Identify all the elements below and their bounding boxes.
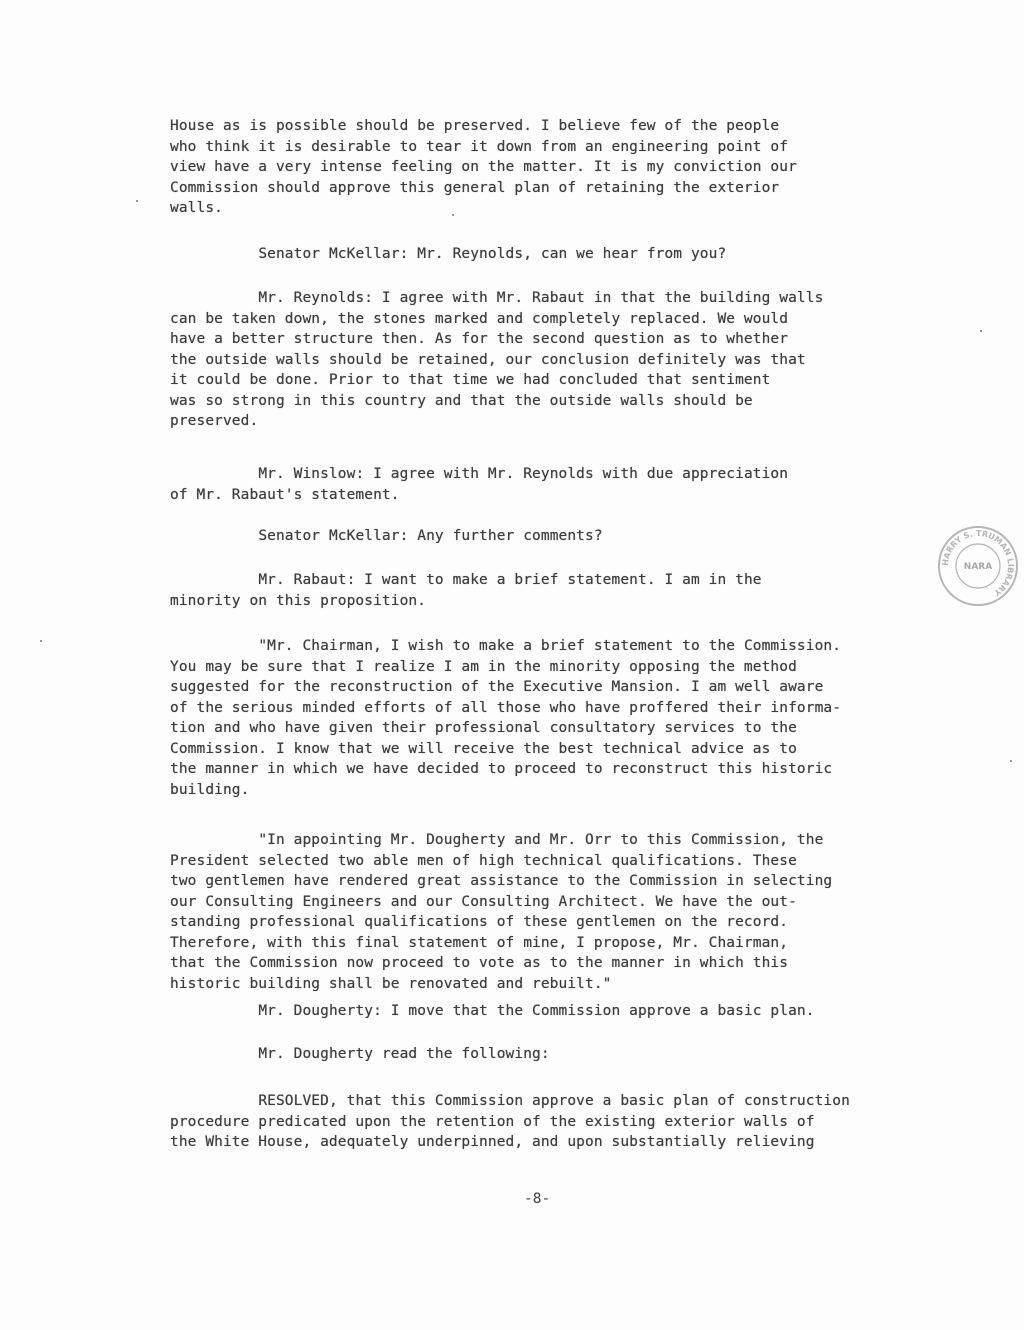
page-number: -8- <box>524 1191 551 1207</box>
paragraph-dougherty-read: Mr. Dougherty read the following: <box>170 1046 550 1062</box>
paragraph-winslow-statement: Mr. Winslow: I agree with Mr. Reynolds with due appreciation of Mr. Rabaut's statement. <box>170 466 789 503</box>
stamp-ring-text: HARRY S. TRUMAN LIBRARY <box>940 528 1016 598</box>
nara-seal-stamp <box>936 524 1020 608</box>
paragraph-reynolds-statement: Mr. Reynolds: I agree with Mr. Rabaut in that the building walls can be taken down, the stones marked and completely replaced. We would have a better structure then. As for the second question as to whether the outside walls should be retained, our conclusion definitely was that it could be done. Prior to that time we had concluded that sentiment was so strong in this country and that the outside walls should be preserved. <box>170 290 824 429</box>
paragraph-rabaut-brief: Mr. Rabaut: I want to make a brief statement. I am in the minority on this proposition. <box>170 572 762 609</box>
paragraph-mckellar-comments: Senator McKellar: Any further comments? <box>170 528 603 544</box>
paper-speck <box>980 330 982 332</box>
stamp-center-text: NARA <box>963 562 993 572</box>
paper-speck <box>136 200 138 202</box>
paragraph-rabaut-quote-1: "Mr. Chairman, I wish to make a brief statement to the Commission. You may be sure that I realize I am in the minority opposing the method suggested for the reconstruction of the Executive Mansion. I am well aware of the serious minded efforts of all those who have proffered their informa- tion and who have given their professional consultatory services to the Commission. I know that we will receive the best technical advice as to the manner in which we have decided to proceed to reconstruct this historic building. <box>170 638 842 798</box>
paper-speck <box>1010 760 1012 762</box>
paragraph-dougherty-motion: Mr. Dougherty: I move that the Commission approve a basic plan. <box>170 1003 815 1019</box>
paragraph-rabaut-quote-2: "In appointing Mr. Dougherty and Mr. Orr to this Commission, the President selected two able men of high technical qualifications. These two gentlemen have rendered great assistance to the Commission in selecting our Consulting Engineers and our Consulting Architect. We have the out- standing professional qualifications of these gentlemen on the record. Therefore, with this final statement of mine, I propose, Mr. Chairman, that the Commission now proceed to vote as to the manner in which this historic building shall be renovated and rebuilt." <box>170 832 833 992</box>
paper-speck <box>40 640 42 642</box>
paragraph-mckellar-question: Senator McKellar: Mr. Reynolds, can we hear from you? <box>170 246 727 262</box>
paper-speck <box>452 214 454 216</box>
paragraph-house-preserved: House as is possible should be preserved. I believe few of the people who think it is desirable to tear it down from an engineering point of view have a very intense feeling on the matter. It is my conviction our Commission should approve this general plan of retaining the exterior walls. <box>170 118 797 216</box>
paragraph-resolved: RESOLVED, that this Commission approve a basic plan of construction procedure predicated upon the retention of the existing exterior walls of the White House, adequately underpinned, and upon substantially relieving <box>170 1093 850 1150</box>
